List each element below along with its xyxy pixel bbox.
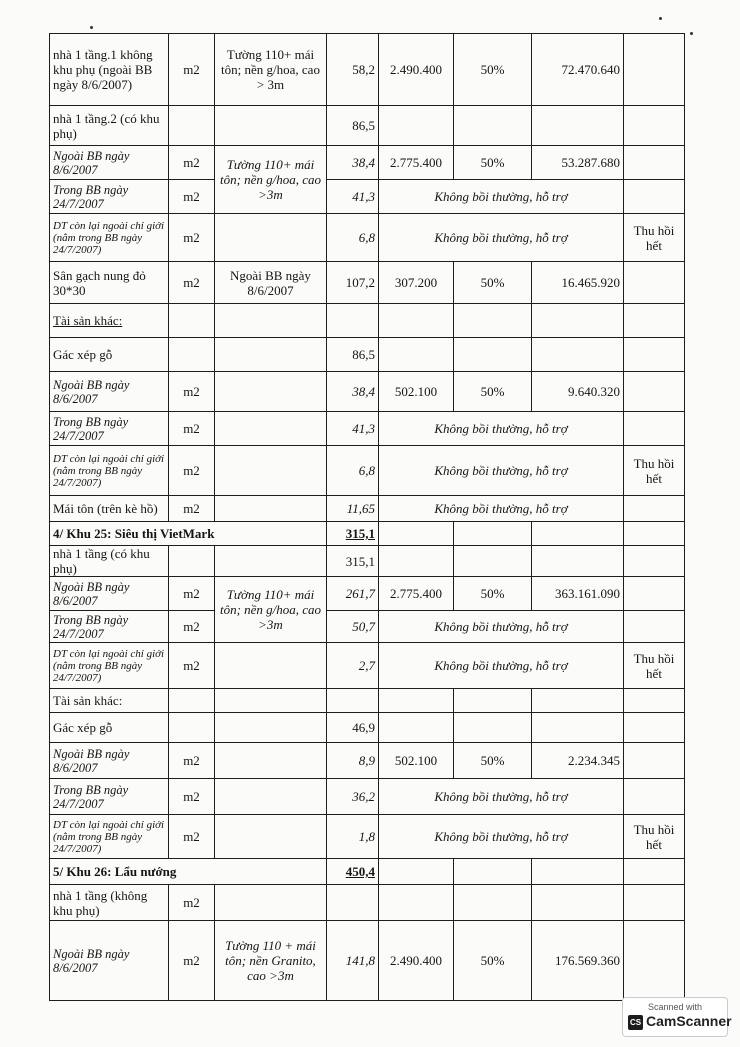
table-row [50,180,685,214]
no-compensation-cell: Không bồi thường, hỗ trợ [379,412,624,446]
area-cell: 1,8 [327,815,379,859]
table-row [50,304,685,338]
note-cell [624,262,685,304]
rate-cell [454,546,532,577]
unit-cell: m2 [169,214,215,262]
section-row [50,859,685,885]
area-cell: 2,7 [327,643,379,689]
table-row [50,546,685,577]
unit-price-cell [379,713,454,743]
area-cell [327,689,379,713]
unit-cell [169,689,215,713]
note-cell [624,522,685,546]
unit-cell [169,106,215,146]
rate-cell: 50% [454,34,532,106]
no-compensation-cell: Không bồi thường, hỗ trợ [379,611,624,643]
unit-cell: m2 [169,885,215,921]
structure-cell [215,372,327,412]
section-title: 5/ Khu 26: Lẩu nướng [50,859,327,885]
area-cell: 38,4 [327,372,379,412]
no-compensation-cell: Không bồi thường, hỗ trợ [379,643,624,689]
amount-cell [532,885,624,921]
note-cell [624,859,685,885]
item-name: Trong BB ngày 24/7/2007 [50,779,169,815]
table-row [50,885,685,921]
item-name: Ngoài BB ngày 8/6/2007 [50,921,169,1001]
table-row [50,214,685,262]
no-compensation-cell: Không bồi thường, hỗ trợ [379,779,624,815]
structure-cell [215,106,327,146]
area-cell: 50,7 [327,611,379,643]
table-row [50,338,685,372]
table-row [50,743,685,779]
table-row [50,611,685,643]
table-row [50,106,685,146]
item-name: Tài sản khác: [50,689,169,713]
rate-cell: 50% [454,372,532,412]
amount-cell: 2.234.345 [532,743,624,779]
structure-cell [215,496,327,522]
compensation-table [49,33,685,1001]
rate-cell [454,859,532,885]
structure-cell [215,338,327,372]
unit-cell: m2 [169,921,215,1001]
unit-price-cell: 307.200 [379,262,454,304]
structure-cell [215,214,327,262]
area-cell [327,304,379,338]
note-cell [624,372,685,412]
unit-price-cell [379,338,454,372]
structure-cell: Tường 110+ mái tôn; nền g/hoa, cao > 3m [215,34,327,106]
item-name: Tài sản khác: [50,304,169,338]
structure-cell [215,304,327,338]
table-row [50,779,685,815]
no-compensation-cell: Không bồi thường, hỗ trợ [379,496,624,522]
structure-cell [215,412,327,446]
item-name: Mái tôn (trên kè hồ) [50,496,169,522]
area-cell: 46,9 [327,713,379,743]
rate-cell: 50% [454,577,532,611]
scan-speck [659,17,662,20]
structure-cell [215,815,327,859]
table-row [50,689,685,713]
amount-cell: 176.569.360 [532,921,624,1001]
unit-cell [169,338,215,372]
amount-cell [532,689,624,713]
rate-cell [454,713,532,743]
unit-price-cell: 2.775.400 [379,577,454,611]
table-row [50,643,685,689]
no-compensation-cell: Không bồi thường, hỗ trợ [379,180,624,214]
structure-cell: Tường 110+ mái tôn; nền g/hoa, cao >3m [215,146,327,214]
area-cell: 86,5 [327,106,379,146]
note-cell [624,412,685,446]
item-name: DT còn lại ngoài chỉ giới (nằm trong BB ngày 24/7/2007) [50,815,169,859]
table-row [50,446,685,496]
amount-cell: 72.470.640 [532,34,624,106]
unit-cell: m2 [169,446,215,496]
structure-cell [215,689,327,713]
structure-cell [215,885,327,921]
structure-cell: Tường 110 + mái tôn; nền Granito, cao >3m [215,921,327,1001]
unit-price-cell [379,522,454,546]
unit-cell: m2 [169,496,215,522]
area-cell: 41,3 [327,180,379,214]
section-total-area: 450,4 [327,859,379,885]
no-compensation-cell: Không bồi thường, hỗ trợ [379,815,624,859]
note-cell [624,713,685,743]
table-row [50,713,685,743]
rate-cell [454,106,532,146]
rate-cell [454,885,532,921]
amount-cell [532,106,624,146]
unit-price-cell: 2.775.400 [379,146,454,180]
note-cell [624,338,685,372]
section-total-area: 315,1 [327,522,379,546]
rate-cell [454,689,532,713]
unit-price-cell [379,546,454,577]
structure-cell [215,643,327,689]
unit-cell: m2 [169,577,215,611]
rate-cell [454,522,532,546]
item-name: Gác xép gỗ [50,338,169,372]
area-cell: 8,9 [327,743,379,779]
item-name: DT còn lại ngoài chỉ giới (nằm trong BB ngày 24/7/2007) [50,643,169,689]
structure-cell [215,743,327,779]
structure-cell [215,779,327,815]
structure-cell: Ngoài BB ngày 8/6/2007 [215,262,327,304]
amount-cell [532,522,624,546]
item-name: Trong BB ngày 24/7/2007 [50,412,169,446]
unit-price-cell [379,689,454,713]
table-row [50,815,685,859]
rate-cell: 50% [454,262,532,304]
item-name: Trong BB ngày 24/7/2007 [50,611,169,643]
rate-cell: 50% [454,146,532,180]
unit-cell: m2 [169,180,215,214]
amount-cell [532,859,624,885]
amount-cell [532,304,624,338]
area-cell: 107,2 [327,262,379,304]
note-cell [624,779,685,815]
structure-cell [215,446,327,496]
item-name: Ngoài BB ngày 8/6/2007 [50,372,169,412]
note-cell [624,34,685,106]
note-cell [624,304,685,338]
item-name: nhà 1 tầng (có khu phụ) [50,546,169,577]
scan-speck [690,32,693,35]
area-cell: 38,4 [327,146,379,180]
area-cell: 141,8 [327,921,379,1001]
table-row [50,262,685,304]
item-name: Trong BB ngày 24/7/2007 [50,180,169,214]
item-name: Ngoài BB ngày 8/6/2007 [50,146,169,180]
table-row [50,577,685,611]
unit-price-cell [379,304,454,338]
unit-cell [169,546,215,577]
note-cell [624,743,685,779]
section-row [50,522,685,546]
unit-price-cell [379,885,454,921]
table-row [50,34,685,106]
camscanner-watermark [622,997,732,1037]
unit-cell: m2 [169,611,215,643]
watermark-caption: Scanned with [647,1002,703,1012]
item-name: nhà 1 tầng (không khu phụ) [50,885,169,921]
amount-cell [532,546,624,577]
area-cell: 315,1 [327,546,379,577]
note-cell: Thu hồi hết [624,815,685,859]
unit-cell [169,713,215,743]
unit-cell: m2 [169,262,215,304]
area-cell: 86,5 [327,338,379,372]
item-name: Sân gạch nung đỏ 30*30 [50,262,169,304]
area-cell [327,885,379,921]
area-cell: 11,65 [327,496,379,522]
unit-price-cell: 502.100 [379,372,454,412]
rate-cell [454,338,532,372]
note-cell [624,180,685,214]
no-compensation-cell: Không bồi thường, hỗ trợ [379,446,624,496]
area-cell: 6,8 [327,214,379,262]
unit-cell [169,304,215,338]
unit-cell: m2 [169,372,215,412]
note-cell: Thu hồi hết [624,446,685,496]
item-name: DT còn lại ngoài chỉ giới (nằm trong BB ngày 24/7/2007) [50,214,169,262]
item-name: DT còn lại ngoài chỉ giới (nằm trong BB ngày 24/7/2007) [50,446,169,496]
unit-cell: m2 [169,146,215,180]
note-cell [624,611,685,643]
unit-cell: m2 [169,779,215,815]
structure-cell [215,546,327,577]
note-cell: Thu hồi hết [624,214,685,262]
camscanner-logo-icon: CS [628,1015,643,1030]
unit-cell: m2 [169,34,215,106]
note-cell [624,885,685,921]
item-name: nhà 1 tầng.2 (có khu phụ) [50,106,169,146]
table-row [50,372,685,412]
unit-cell: m2 [169,743,215,779]
structure-cell: Tường 110+ mái tôn; nền g/hoa, cao >3m [215,577,327,643]
table-row [50,496,685,522]
area-cell: 41,3 [327,412,379,446]
unit-cell: m2 [169,412,215,446]
area-cell: 6,8 [327,446,379,496]
note-cell [624,106,685,146]
note-cell [624,577,685,611]
item-name: Gác xép gỗ [50,713,169,743]
area-cell: 261,7 [327,577,379,611]
note-cell [624,921,685,1001]
table-row [50,412,685,446]
area-cell: 58,2 [327,34,379,106]
unit-price-cell: 2.490.400 [379,34,454,106]
note-cell [624,496,685,522]
item-name: Ngoài BB ngày 8/6/2007 [50,743,169,779]
table-row [50,921,685,1001]
note-cell [624,546,685,577]
amount-cell: 9.640.320 [532,372,624,412]
scan-speck [90,26,93,29]
item-name: nhà 1 tầng.1 không khu phụ (ngoài BB ngày 8/6/2007) [50,34,169,106]
note-cell [624,146,685,180]
note-cell [624,689,685,713]
note-cell: Thu hồi hết [624,643,685,689]
item-name: Ngoài BB ngày 8/6/2007 [50,577,169,611]
unit-cell: m2 [169,815,215,859]
amount-cell: 16.465.920 [532,262,624,304]
unit-price-cell [379,106,454,146]
structure-cell [215,713,327,743]
area-cell: 36,2 [327,779,379,815]
rate-cell [454,304,532,338]
unit-price-cell: 502.100 [379,743,454,779]
table-row [50,146,685,180]
amount-cell: 363.161.090 [532,577,624,611]
watermark-brand: CamScanner [646,1013,732,1029]
amount-cell [532,713,624,743]
amount-cell: 53.287.680 [532,146,624,180]
rate-cell: 50% [454,921,532,1001]
unit-price-cell: 2.490.400 [379,921,454,1001]
amount-cell [532,338,624,372]
unit-price-cell [379,859,454,885]
rate-cell: 50% [454,743,532,779]
no-compensation-cell: Không bồi thường, hỗ trợ [379,214,624,262]
section-title: 4/ Khu 25: Siêu thị VietMark [50,522,327,546]
unit-cell: m2 [169,643,215,689]
